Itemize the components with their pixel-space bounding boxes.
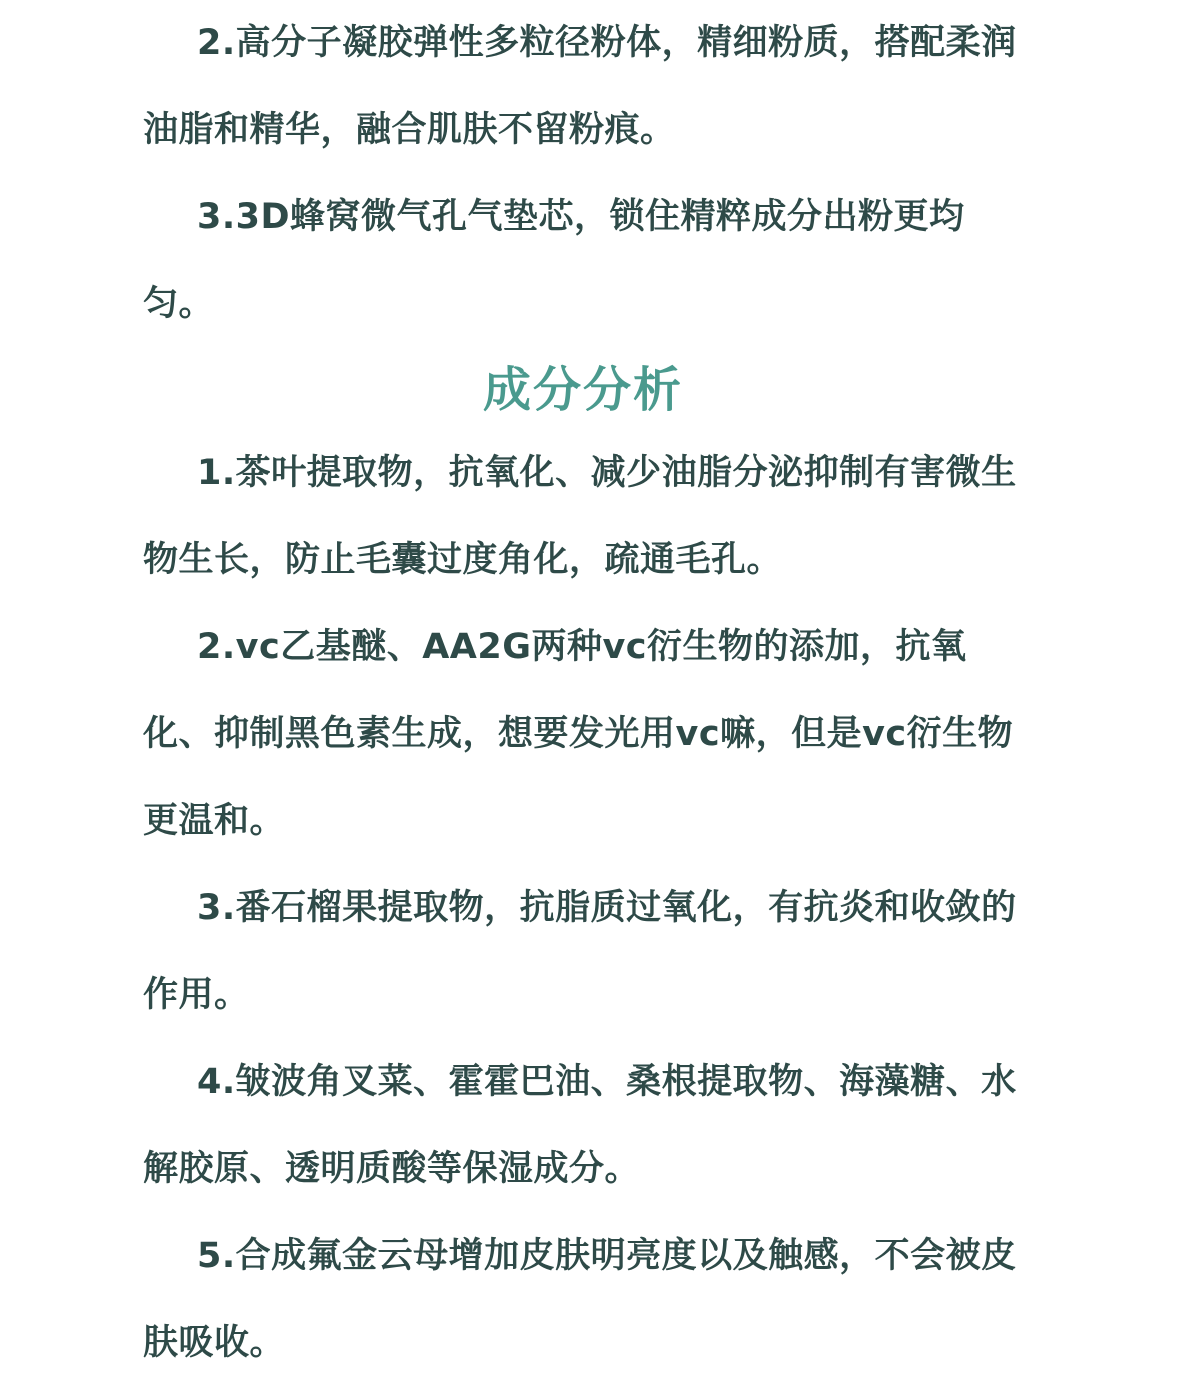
intro-paragraph: 2.高分子凝胶弹性多粒径粉体，精细粉质，搭配柔润油脂和精华，融合肌肤不留粉痕。 [143,23,1017,150]
article-body [143,0,1033,1387]
ingredient-paragraph: 4.皱波角叉菜、霍霍巴油、桑根提取物、海藻糖、水解胶原、透明质酸等保湿成分。 [143,1062,1017,1189]
ingredient-paragraph: 2.vc乙基醚、AA2G两种vc衍生物的添加，抗氧化、抑制黑色素生成，想要发光用vc嘛，但是vc衍生物更温和。 [143,627,1014,841]
intro-paragraph: 3.3D蜂窝微气孔气垫芯，锁住精粹成分出粉更均匀。 [143,197,965,324]
ingredient-paragraph: 5.合成氟金云母增加皮肤明亮度以及触感，不会被皮肤吸收。 [143,1236,1017,1363]
ingredient-paragraph: 3.番石榴果提取物，抗脂质过氧化，有抗炎和收敛的作用。 [143,888,1017,1015]
section-title: 成分分析 [482,362,683,418]
ingredient-paragraph: 1.茶叶提取物，抗氧化、减少油脂分泌抑制有害微生物生长，防止毛囊过度角化，疏通毛孔。 [143,453,1017,580]
